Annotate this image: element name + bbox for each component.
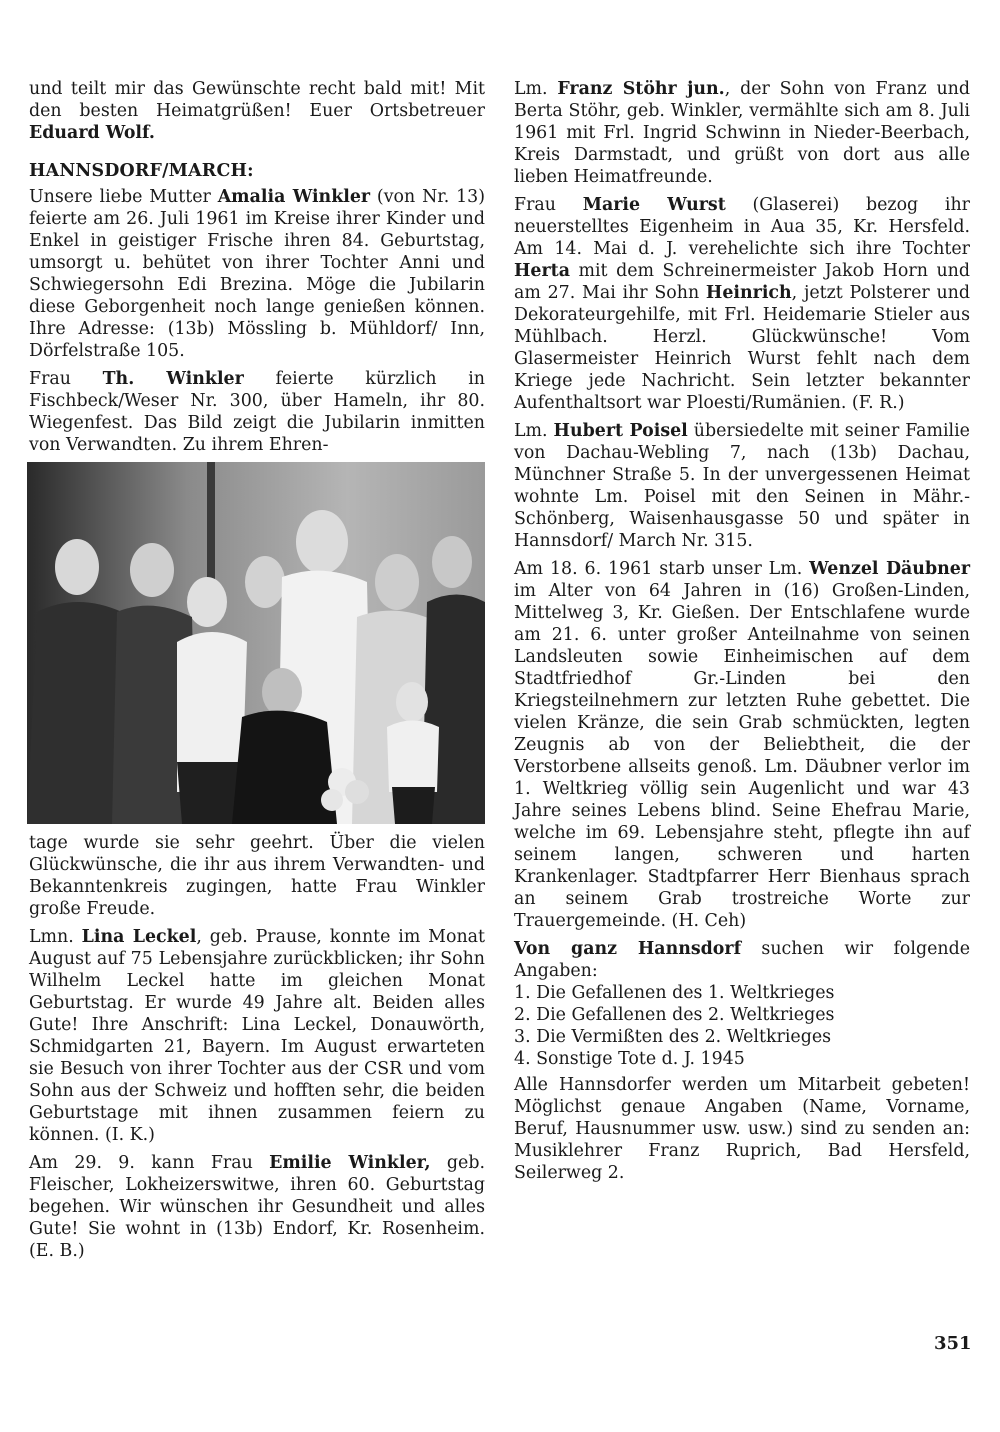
paragraph-marie-wurst: Frau Marie Wurst (Glaserei) bezog ihr neuerstelltes Eigenheim in Aua 35, Kr. Hersfeld. Am 14. Mai d. J. verehelichte sich ihre Tochter Herta mit dem Schreinermeister Jakob Horn und am 27. Mai ihr Sohn Heinrich, jetzt Polsterer und Dekorateurgehilfe, mit Frl. Heidemarie Stieler aus Mühlbach. Herzl. Glückwünsche! Vom Glasermeister Heinrich Wurst fehlt nach dem Kriege jede Nachricht. Sein letzter bekannter Aufenthaltsort war Ploesti/Rumänien. (F. R.) (514, 195, 970, 413)
section-heading: HANNSDORF/MARCH: (29, 161, 254, 181)
paragraph-th-winkler: Frau Th. Winkler feierte kürzlich in Fischbeck/Weser Nr. 300, über Hameln, ihr 80. Wiegenfest. Das Bild zeigt die Jubilarin inmitten von Verwandten. Zu ihrem Ehren- (29, 369, 485, 455)
page-number: 351 (934, 1333, 972, 1354)
paragraph-hubert-poisel: Lm. Hubert Poisel übersiedelte mit seiner Familie von Dachau-Webling 7, nach (13b) Dachau, Münchner Straße 5. In der unvergessenen Heimat wohnte Lm. Poisel mit den Seinen in Mähr.-Schönberg, Waisenhausgasse 50 und später in Hannsdorf/ March Nr. 315. (514, 421, 970, 551)
right-column (514, 78, 970, 1190)
family-photo (27, 462, 485, 824)
list-item: 3. Die Vermißten des 2. Weltkrieges (514, 1027, 832, 1047)
list-item: 1. Die Gefallenen des 1. Weltkrieges (514, 983, 835, 1003)
list-item: 4. Sonstige Tote d. J. 1945 (514, 1049, 745, 1069)
paragraph-franz-stoehr: Lm. Franz Stöhr jun., der Sohn von Franz und Berta Stöhr, geb. Winkler, vermählte sich am 8. Juli 1961 mit Frl. Ingrid Schwinn in Nieder-Beerbach, Kreis Darmstadt, und grüßt von dort aus alle lieben Heimatfreunde. (514, 79, 971, 187)
paragraph-closing: und teilt mir das Gewünschte recht bald mit! Mit den besten Heimatgrüßen! Euer Ortsbetreuer Eduard Wolf. (29, 79, 485, 143)
paragraph-call-for-help: Alle Hannsdorfer werden um Mitarbeit gebeten! Möglichst genaue Angaben (Name, Vorname, Beruf, Hausnummer usw. usw.) sind zu senden an: Musiklehrer Franz Ruprich, Bad Hersfeld, Seilerweg 2. (514, 1075, 970, 1183)
paragraph-request: Von ganz Hannsdorf suchen wir folgende Angaben: (514, 939, 970, 981)
request-list (514, 982, 970, 1070)
paragraph-honour-day: tage wurde sie sehr geehrt. Über die vielen Glückwünsche, die ihr aus ihrem Verwandten- und Bekanntenkreis zugingen, hatte Frau Winkler große Freude. (29, 833, 485, 919)
left-column (29, 78, 485, 1268)
paragraph-lina-leckel: Lmn. Lina Leckel, geb. Prause, konnte im Monat August auf 75 Lebensjahre zurückblicken; ihr Sohn Wilhelm Leckel hatte im gleichen Monat Geburtstag. Er wurde 49 Jahre alt. Beiden alles Gute! Ihre Anschrift: Lina Leckel, Donauwörth, Schmidgarten 21, Bayern. Im August erwarteten sie Besuch von ihrer Tochter aus der CSR und vom Sohn aus der Schweiz und hofften sehr, die beiden Geburtstage mit ihnen zusammen feiern zu können. (I. K.) (29, 927, 486, 1145)
paragraph-wenzel-daeubner: Am 18. 6. 1961 starb unser Lm. Wenzel Däubner im Alter von 64 Jahren in (16) Großen-Linden, Mittelweg 3, Kr. Gießen. Der Entschlafene wurde am 21. 6. unter großer Anteilnahme von seinen Landsleuten sowie Einheimischen auf dem Stadtfriedhof Gr.-Linden bei den Kriegsteilnehmern zur letzten Ruhe gebettet. Die vielen Kränze, die sein Grab schmückten, legten Zeugnis ab von der Beliebtheit, die der Verstorbene allseits genoß. Lm. Däubner verlor im 1. Weltkrieg völlig sein Augenlicht und war 43 Jahre seines Lebens blind. Seine Ehefrau Marie, welche im 69. Lebensjahre steht, pflegte ihn auf seinem langen, schweren und harten Krankenlager. Stadtpfarrer Herr Bienhaus sprach an seinem Grab trostreiche Worte zur Trauergemeinde. (H. Ceh) (514, 559, 970, 931)
name-eduard-wolf: Eduard Wolf. (29, 123, 155, 143)
list-item: 2. Die Gefallenen des 2. Weltkrieges (514, 1005, 835, 1025)
paragraph-emilie-winkler: Am 29. 9. kann Frau Emilie Winkler, geb. Fleischer, Lokheizerswitwe, ihren 60. Geburtstag begehen. Wir wünschen ihr Gesundheit und alles Gute! Sie wohnt in (13b) Endorf, Kr. Rosenheim. (E. B.) (29, 1153, 485, 1261)
paragraph-amalia-winkler: Unsere liebe Mutter Amalia Winkler (von Nr. 13) feierte am 26. Juli 1961 im Kreise ihrer Kinder und Enkel in geistiger Frische ihren 84. Geburtstag, umsorgt u. behütet von ihrer Tochter Anni und Schwiegersohn Edi Brezina. Möge die Jubilarin diese Geborgenheit noch lange genießen können. Ihre Adresse: (13b) Mössling b. Mühldorf/ Inn, Dörfelstraße 105. (29, 187, 485, 361)
